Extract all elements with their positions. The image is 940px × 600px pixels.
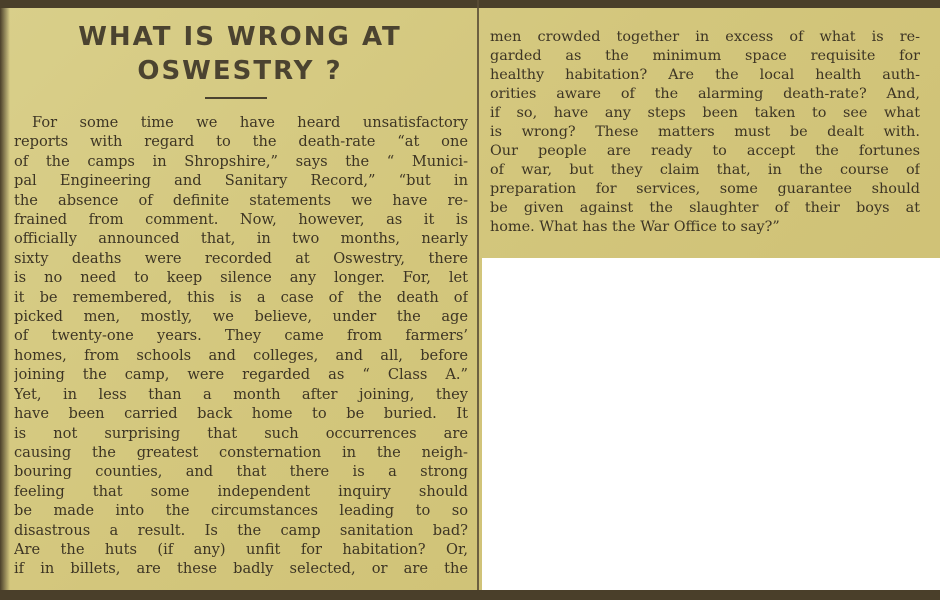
- body-line: is wrong? These matters must be dealt with.: [490, 124, 920, 140]
- body-line: orities aware of the alarming death-rate? And,: [490, 86, 920, 102]
- body-line: of war, but they claim that, in the course of: [490, 162, 920, 178]
- body-line: preparation for services, some guarantee should: [490, 181, 920, 197]
- top-border-rule: [0, 0, 940, 8]
- body-line: healthy habitation? Are the local health auth-: [490, 67, 920, 83]
- body-line: is no need to keep silence any longer. For, let: [14, 269, 468, 287]
- body-line: Are the huts (if any) unfit for habitation? Or,: [14, 540, 468, 558]
- headline-rule: [205, 97, 267, 99]
- body-line: garded as the minimum space requisite for: [490, 48, 920, 64]
- body-line: frained from comment. Now, however, as it is: [14, 211, 468, 229]
- blank-white-region: [482, 258, 940, 596]
- body-line: home. What has the War Office to say?”: [490, 219, 780, 235]
- headline-line-1: WHAT IS WRONG AT: [78, 22, 402, 52]
- body-line: reports with regard to the death-rate “at one: [14, 133, 468, 151]
- bottom-border-rule: [0, 590, 940, 600]
- body-line: picked men, mostly, we believe, under the age: [14, 308, 468, 326]
- right-column-text: [490, 28, 920, 237]
- body-line: of twenty-one years. They came from farmers’: [14, 327, 468, 345]
- left-page-edge: [0, 0, 10, 600]
- article-headline: [20, 20, 460, 88]
- body-line: men crowded together in excess of what is re-: [490, 29, 920, 45]
- body-line: is not surprising that such occurrences are: [14, 424, 468, 442]
- body-line: For some time we have heard unsatisfactory: [32, 114, 468, 131]
- body-line: homes, from schools and colleges, and all, before: [14, 346, 468, 364]
- body-line: it be remembered, this is a case of the death of: [14, 288, 468, 306]
- body-line: be made into the circumstances leading to so: [14, 502, 468, 520]
- body-line: disastrous a result. Is the camp sanitation bad?: [14, 521, 468, 539]
- body-line: of the camps in Shropshire,” says the “ Munici-: [14, 152, 468, 170]
- body-line: Our people are ready to accept the fortunes: [490, 143, 920, 159]
- body-line: Yet, in less than a month after joining, they: [14, 385, 468, 403]
- body-line: sixty deaths were recorded at Oswestry, there: [14, 249, 468, 267]
- body-line: feeling that some independent inquiry should: [14, 482, 468, 500]
- headline-line-2: OSWESTRY ?: [137, 56, 343, 86]
- body-line: if so, have any steps been taken to see what: [490, 105, 920, 121]
- body-line: have been carried back home to be buried. It: [14, 405, 468, 423]
- body-line: bouring counties, and that there is a strong: [14, 463, 468, 481]
- body-line: officially announced that, in two months, nearly: [14, 230, 468, 248]
- column-divider: [477, 0, 479, 600]
- body-line: pal Engineering and Sanitary Record,” “but in: [14, 172, 468, 190]
- body-line: joining the camp, were regarded as “ Class A.”: [14, 366, 468, 384]
- body-line: causing the greatest consternation in the neigh-: [14, 443, 468, 461]
- body-line: be given against the slaughter of their boys at: [490, 200, 920, 216]
- body-line: the absence of definite statements we have re-: [14, 191, 468, 209]
- body-line: if in billets, are these badly selected, or are the: [14, 560, 468, 578]
- left-column-text: [14, 113, 468, 579]
